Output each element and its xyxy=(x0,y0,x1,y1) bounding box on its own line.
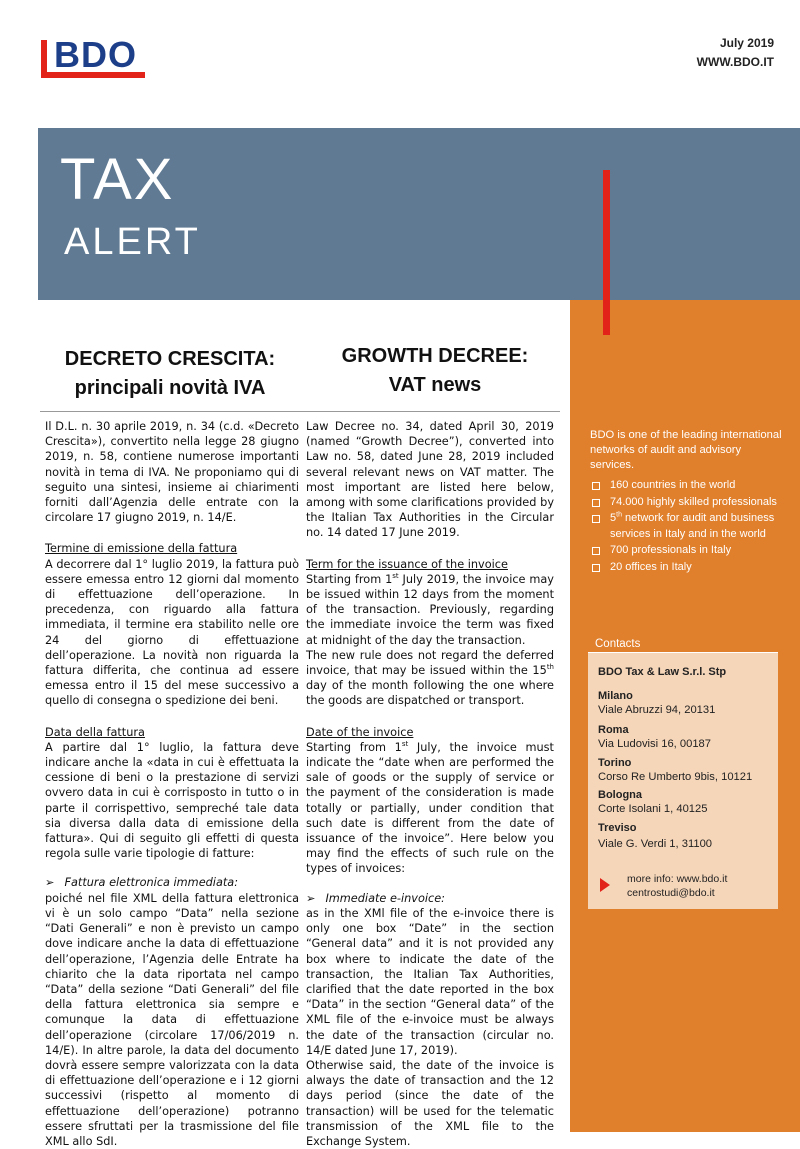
list-item: 5th network for audit and business services in Italy and in the world xyxy=(590,511,790,542)
it-heading-date: Data della fattura xyxy=(45,725,145,739)
office-city: Milano xyxy=(598,690,633,702)
issue-date: July 2019 xyxy=(719,36,774,50)
office-city: Bologna xyxy=(598,789,642,801)
header-meta xyxy=(697,34,774,72)
red-accent-bar xyxy=(603,170,610,335)
square-bullet-icon xyxy=(592,564,600,572)
en-heading-term: Term for the issuance of the invoice xyxy=(306,557,508,571)
en-paragraph-term: Starting from 1st July 2019, the invoice may be issued within 12 days from the moment of the transaction. Previously, regarding the immediate invoice the term was fixed at midnight of the day the transaction. xyxy=(306,572,554,647)
italian-column xyxy=(45,419,299,1149)
sidebar-facts xyxy=(590,478,790,576)
en-heading-date: Date of the invoice xyxy=(306,725,414,739)
contacts-company: BDO Tax & Law S.r.l. Stp xyxy=(598,666,727,678)
title-english: GROWTH DECREE: VAT news xyxy=(341,345,529,396)
en-paragraph-einvoice: as in the XMl file of the e-invoice there is only one box “Date” in the section “General data” and it is not provided any box where to indicate the date of the transaction, the Italian Tax Authorities, clarified that the date reported in the box “Data” in the section “General data” of the XML file of the e-invoice must be always the date of the transaction (circular no. 14/E dated June 17, 2019). xyxy=(306,906,554,1057)
en-subheading: ➢ Immediate e-invoice: xyxy=(306,891,445,905)
en-paragraph-deferred: The new rule does not regard the deferred invoice, that may be issued within the 15th day of the month following the one where the goods are dispatched or transport. xyxy=(306,648,554,708)
contacts-more-info xyxy=(627,872,727,900)
office-address: Viale Abruzzi 94, 20131 xyxy=(598,704,716,716)
office-address: Corso Re Umberto 9bis, 10121 xyxy=(598,771,753,783)
office-city: Roma xyxy=(598,724,629,736)
more-info-link[interactable]: more info: www.bdo.it xyxy=(627,873,728,885)
english-column xyxy=(306,419,554,1149)
office-address: Corte Isolani 1, 40125 xyxy=(598,803,708,815)
bdo-logo: BDO xyxy=(54,34,137,75)
office-city: Treviso xyxy=(598,822,637,834)
it-intro: Il D.L. n. 30 aprile 2019, n. 34 (c.d. «Decreto Crescita»), convertito nella legge 28 giugno 2019, n. 58, contiene numerose importanti novità in tema di IVA. Ne proponiamo qui di seguito una sintesi, insieme ai chiarimenti forniti dall’Agenzia delle entrate con la circolare 17 giugno 2019, n. 14/E. xyxy=(45,420,299,525)
list-item: 74.000 highly skilled professionals xyxy=(590,495,790,511)
it-paragraph-date: A partire dal 1° luglio, la fattura deve indicare anche la «data in cui è effettuata la cessione di beni o la prestazione di servizi ovvero data in cui è corrisposto in tutto o in parte il corrispettivo, sempreché tale data sia diversa dalla data di emissione della fattura». Qui di seguito gli effetti di questa regola sulle varie tipologie di fatture: xyxy=(45,740,299,861)
contacts-header: Contacts xyxy=(588,636,778,653)
square-bullet-icon xyxy=(592,515,600,523)
divider xyxy=(40,411,560,412)
red-arrow-icon xyxy=(600,878,610,892)
office-address: Via Ludovisi 16, 00187 xyxy=(598,738,712,750)
sidebar-intro: BDO is one of the leading international networks of audit and advisory services. xyxy=(590,429,782,471)
banner-title-alert: ALERT xyxy=(64,221,201,263)
banner-title-tax: TAX xyxy=(60,147,175,212)
square-bullet-icon xyxy=(592,547,600,555)
website-link[interactable]: WWW.BDO.IT xyxy=(696,55,774,69)
list-item: 20 offices in Italy xyxy=(590,560,790,576)
arrow-bullet-icon: ➢ xyxy=(45,876,55,890)
email-link[interactable]: centrostudi@bdo.it xyxy=(627,887,715,899)
square-bullet-icon xyxy=(592,499,600,507)
it-paragraph-einvoice: poiché nel file XML della fattura elettronica vi è un solo campo “Data” nella sezione “Dati Generali” e non è previsto un campo dove indicare anche la data di effettuazione dell’operazione, l’Agenzia delle Entrate ha chiarito che la data riportata nel campo “Data” della sezione “Dati Generali” del file della fattura elettronica sia sempre e comunque la data di effettuazione dell’operazione (circolare 17/06/2019 n. 14/E). In altre parole, la data del documento dovrà essere sempre valorizzata con la data di effettuazione dell’operazione e i 12 giorni successivi (rispetto al momento di effettuazione dell’operazione) potranno essere sfruttati per la trasmissione del file XML allo SdI. xyxy=(45,891,299,1148)
office-city: Torino xyxy=(598,757,632,769)
square-bullet-icon xyxy=(592,482,600,490)
list-item: 700 professionals in Italy xyxy=(590,543,790,559)
title-italian: DECRETO CRESCITA: principali novità IVA xyxy=(64,348,276,399)
it-paragraph-term: A decorrere dal 1° luglio 2019, la fattura può essere emessa entro 12 giorni dal momento di effettuazione dell’operazione. In precedenza, con riguardo alla fattura immediata, il termine era stabilito nelle ore 24 del giorno di effettuazione dell’operazione. La novità non riguarda la fattura differita, che continua ad essere emessa entro il 15 del mese successivo a quello di consegna o spedizione dei beni. xyxy=(45,557,299,708)
arrow-bullet-icon: ➢ xyxy=(306,891,316,905)
list-item: 160 countries in the world xyxy=(590,478,790,494)
en-intro: Law Decree no. 34, dated April 30, 2019 (named “Growth Decree”), converted into Law no. 58, dated June 28, 2019 included several relevant news on VAT matter. The most important are listed here below, among with some clarifications provided by the Italian Tax Authorities in the Circular no. 14 dated 17 June 2019. xyxy=(306,420,554,540)
it-heading-term: Termine di emissione della fattura xyxy=(45,542,238,556)
en-paragraph-otherwise: Otherwise said, the date of the invoice is always the date of transaction and the 12 days period (since the date of the transaction) will be used for the telematic transmission of the XML file to the Exchange System. xyxy=(306,1058,554,1148)
it-subheading: ➢ Fattura elettronica immediata: xyxy=(45,876,239,890)
en-paragraph-date: Starting from 1st July, the invoice must indicate the “date when are performed the sale of goods or the supply of service or the payment of the consideration is made totally or partially, under condition that such date is different from the date of issuance of the invoice”. Here below you may find the effects of such rule on the types of invoices: xyxy=(306,740,554,876)
office-address: Viale G. Verdi 1, 31100 xyxy=(598,838,713,850)
